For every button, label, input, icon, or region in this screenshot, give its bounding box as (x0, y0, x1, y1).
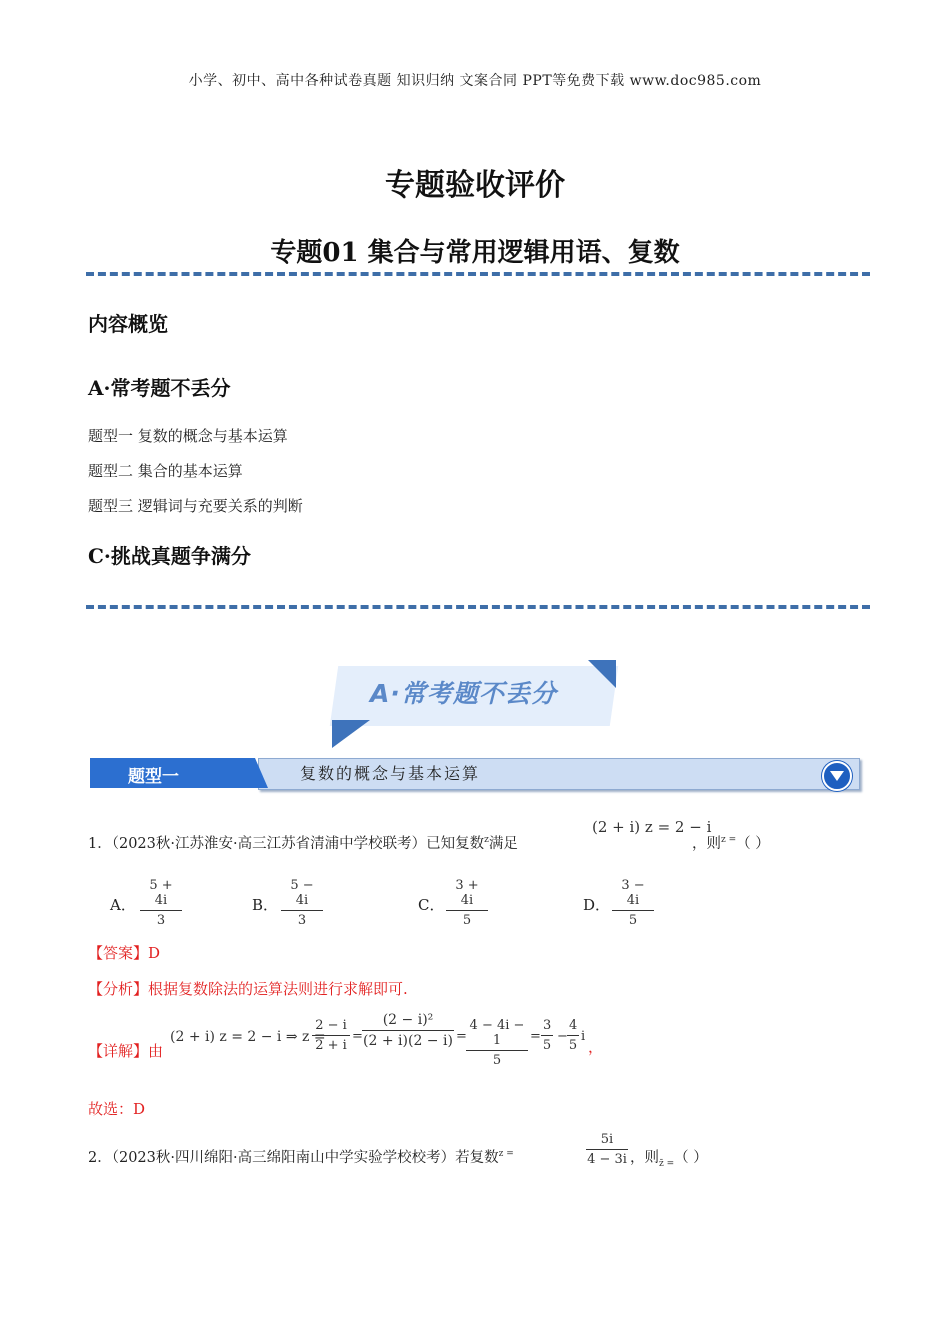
fraction-bar (362, 1030, 454, 1031)
fraction-denominator: 5 (492, 1053, 502, 1068)
fraction-bar (446, 910, 488, 911)
question-2-tail (630, 1146, 708, 1169)
equals-sign: = (530, 1029, 541, 1044)
question-2-fraction (586, 1132, 628, 1167)
minus-sign: − (557, 1029, 568, 1044)
option-d-fraction (612, 878, 654, 928)
fraction-bar (612, 910, 654, 911)
section-a-heading: A·常考题不丢分 (88, 376, 231, 400)
banner-title: A·常考题不丢分 (370, 679, 557, 708)
fraction-denominator: 5 (568, 1038, 578, 1053)
section-banner (330, 660, 620, 750)
fraction-numerator: 5i (600, 1132, 614, 1147)
detail-fraction-3 (466, 1018, 528, 1068)
toc-item-3: 题型三 逻辑词与充要关系的判断 (88, 497, 303, 515)
answer-line (88, 942, 160, 963)
fraction-bar (281, 910, 323, 911)
analysis-text: 根据复数除法的运算法则进行求解即可. (148, 980, 408, 998)
fraction-bar (466, 1050, 528, 1051)
question-text-then (692, 832, 770, 853)
question-2-stem (88, 1146, 514, 1167)
fraction-numerator: 3 (543, 1018, 552, 1033)
detail-equation-start: (2 + i) z = 2 − i ⇒ z = (170, 1029, 326, 1045)
banner-corner-triangle (332, 720, 370, 748)
toc-item-2: 题型二 集合的基本运算 (88, 462, 243, 480)
analysis-line (88, 978, 408, 999)
option-d-label[interactable]: D． (583, 896, 611, 914)
detail-fraction-2 (362, 1012, 454, 1049)
option-a-fraction (140, 878, 182, 928)
var-z: z (484, 835, 489, 846)
fraction-denominator: 4 − 3i (587, 1152, 627, 1167)
option-b-fraction (281, 878, 323, 928)
fraction-bar (586, 1149, 628, 1150)
fraction-numerator: 4 (569, 1018, 578, 1033)
option-c-fraction (446, 878, 488, 928)
fraction-numerator: 5 − 4i (290, 878, 314, 908)
z-bar-equals: z̄ = (659, 1158, 675, 1169)
detail-fraction-4 (541, 1018, 553, 1053)
type-bar-tab (90, 758, 268, 788)
fraction-numerator: 3 − 4i (621, 878, 645, 908)
fraction-denominator: 5 (542, 1038, 552, 1053)
fraction-bar (541, 1035, 553, 1036)
detail-prefix: 由 (148, 1042, 164, 1060)
equals-sign: = (352, 1029, 363, 1044)
banner-corner-triangle (588, 660, 616, 688)
answer-value: D (148, 944, 161, 962)
detail-label (88, 1040, 163, 1061)
option-c-label[interactable]: C． (418, 896, 445, 914)
fraction-numerator: 3 + 4i (455, 878, 479, 908)
detail-fraction-5 (567, 1018, 579, 1053)
fraction-denominator: (2 + i)(2 − i) (363, 1033, 453, 1049)
question-source: （2023秋·四川绵阳·高三绵阳南山中学实验学校校考）若复数 (111, 1150, 499, 1166)
fraction-denominator: 3 (156, 913, 166, 928)
fraction-numerator: 4 − 4i − 1 (469, 1018, 525, 1048)
question-1-stem (88, 832, 518, 853)
question-type-bar (90, 758, 860, 790)
overview-heading: 内容概览 (88, 312, 168, 336)
type-bar-label: 题型一 (128, 767, 179, 787)
fraction-numerator: (2 − i)² (382, 1012, 434, 1028)
dashed-divider (86, 272, 870, 276)
fraction-bar (140, 910, 182, 911)
option-b-label[interactable]: B． (252, 896, 279, 914)
dashed-divider (86, 605, 870, 609)
page-subtitle: 专题01 集合与常用逻辑用语、复数 (270, 238, 680, 268)
detail-fraction-1 (312, 1018, 350, 1053)
fraction-numerator: 5 + 4i (149, 878, 173, 908)
chevron-down-icon[interactable] (822, 761, 852, 791)
option-a-label[interactable]: A． (110, 896, 136, 914)
fraction-denominator: 3 (297, 913, 307, 928)
question-number: 1． (88, 836, 112, 852)
fraction-denominator: 5 (628, 913, 638, 928)
fraction-denominator: 5 (462, 913, 472, 928)
type-bar-title: 复数的概念与基本运算 (300, 764, 481, 783)
answer-paren: （ ） (674, 1150, 708, 1166)
answer-paren: （ ） (736, 836, 770, 852)
detail-comma: ， (588, 1038, 604, 1056)
answer-tag: 【答案】 (88, 944, 149, 962)
z-equals: z = (721, 835, 737, 846)
z-equals: z = (498, 1149, 514, 1160)
question-number: 2． (88, 1150, 112, 1166)
fraction-bar (312, 1035, 350, 1036)
page-title: 专题验收评价 (385, 168, 565, 203)
detail-tag: 【详解】 (88, 1042, 149, 1060)
conclusion: 故选：D (88, 1100, 146, 1118)
section-c-heading: C·挑战真题争满分 (88, 544, 251, 568)
question-text: ，则 (692, 836, 721, 852)
fraction-bar (567, 1035, 579, 1036)
fraction-numerator: 2 − i (315, 1018, 347, 1033)
imaginary-unit: i (581, 1029, 586, 1044)
equals-sign: = (456, 1029, 467, 1044)
question-text: 满足 (488, 836, 518, 852)
toc-item-1: 题型一 复数的概念与基本运算 (88, 427, 288, 445)
site-header: 小学、初中、高中各种试卷真题 知识归纳 文案合同 PPT等免费下载 www.doc985.com (188, 73, 762, 89)
question-source: （2023秋·江苏淮安·高三江苏省清浦中学校联考）已知复数 (111, 836, 485, 852)
fraction-denominator: 2 + i (315, 1038, 347, 1053)
analysis-tag: 【分析】 (88, 980, 149, 998)
condition-equation: (2 + i) z = 2 − i (592, 818, 712, 836)
question-text: ，则 (630, 1150, 659, 1166)
